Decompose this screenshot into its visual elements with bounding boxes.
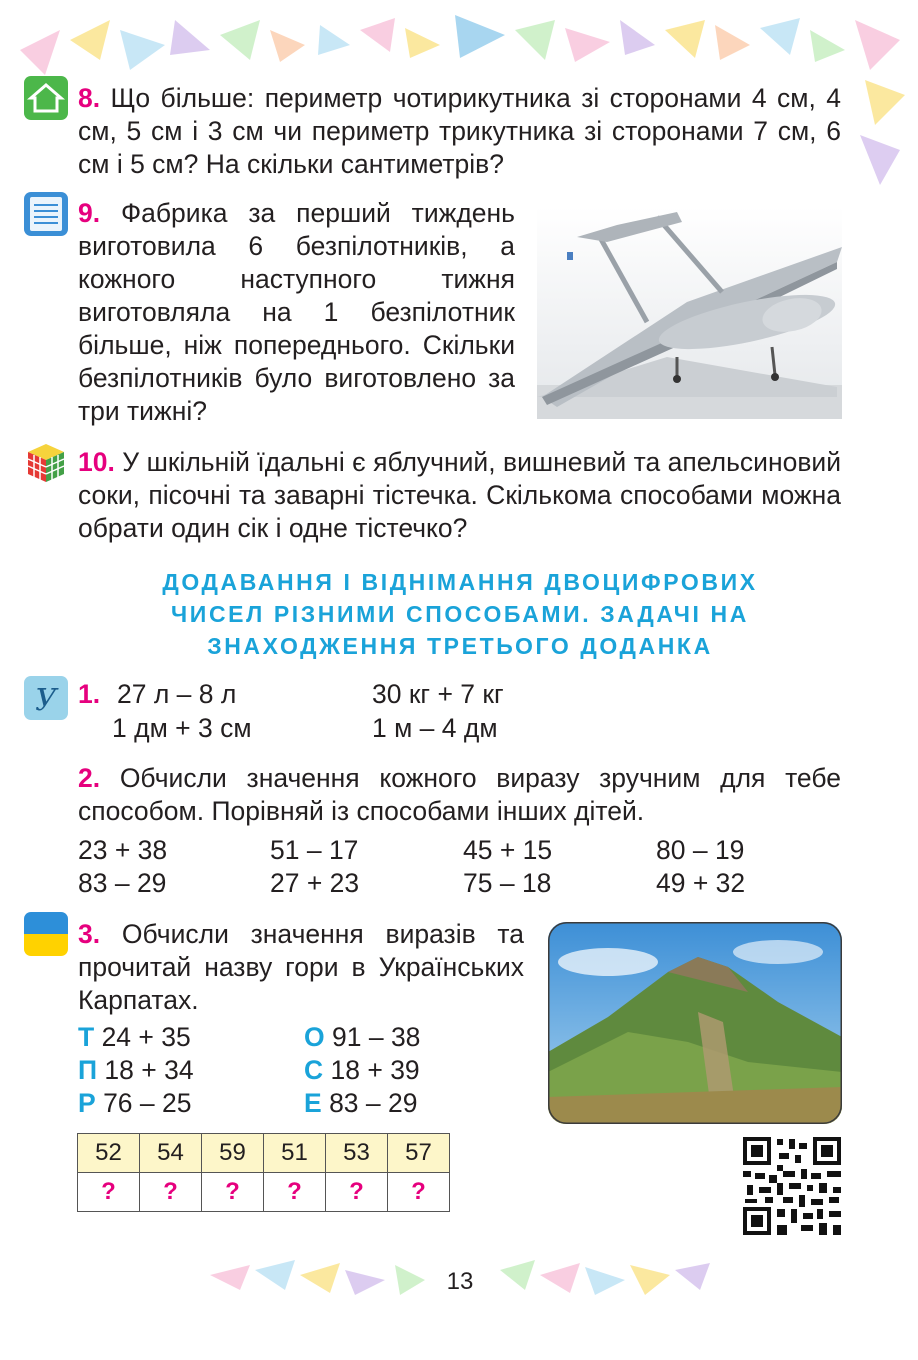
ex-2-expr: 27 + 23 xyxy=(270,868,360,898)
ex-1-expr-a: 27 л – 8 л xyxy=(117,679,237,709)
ex-2-number: 2. xyxy=(78,763,101,793)
ex-3-text: Обчисли значення виразів та прочитай назву гори в Українських Карпатах. xyxy=(78,919,524,1015)
qr-code xyxy=(743,1137,841,1235)
ex-1-expr-b: 30 кг + 7 кг xyxy=(372,679,504,709)
ex-3-number: 3. xyxy=(78,919,101,949)
task-9-number: 9. xyxy=(78,198,101,228)
blank-cell[interactable]: ? xyxy=(140,1173,202,1212)
ex-2-expr: 83 – 29 xyxy=(78,868,167,898)
drone-photo xyxy=(537,207,842,419)
task-10 xyxy=(78,446,841,545)
ex-3-item: Р 76 – 25 xyxy=(78,1088,192,1118)
mountain-photo xyxy=(548,922,842,1124)
ex-2 xyxy=(78,762,841,828)
ex-3-item: О 91 – 38 xyxy=(304,1022,421,1052)
section-heading-line-3: ЗНАХОДЖЕННЯ ТРЕТЬОГО ДОДАНКА xyxy=(207,633,713,659)
blank-cell[interactable]: ? xyxy=(264,1173,326,1212)
page-number: 13 xyxy=(446,1268,474,1295)
ex-2-text: Обчисли значення кожного виразу зручним для тебе способом. Порівняй із способами інших дітей. xyxy=(78,763,841,826)
task-9 xyxy=(78,197,515,428)
task-10-text: У шкільній їдальні є яблучний, вишневий та апельсиновий соки, пісочні та заварні тістечка. Скількома способами можна обрати один сік і одне тістечко? xyxy=(78,447,841,543)
blank-cell[interactable]: ? xyxy=(78,1173,140,1212)
ex-2-expr: 75 – 18 xyxy=(463,868,552,898)
answer-cell: 53 xyxy=(326,1134,388,1173)
ex-1-expr-d: 1 м – 4 дм xyxy=(372,713,498,743)
ex-3-item: С 18 + 39 xyxy=(304,1055,420,1085)
section-heading-line-2: ЧИСЕЛ РІЗНИМИ СПОСОБАМИ. ЗАДАЧІ НА xyxy=(171,601,749,627)
task-8-number: 8. xyxy=(78,83,101,113)
svg-text:У: У xyxy=(35,683,57,718)
blank-cell[interactable]: ? xyxy=(202,1173,264,1212)
ex-2-expressions xyxy=(78,834,838,904)
answer-row xyxy=(78,1134,450,1173)
ex-2-expr: 23 + 38 xyxy=(78,835,168,865)
answer-table xyxy=(77,1133,450,1212)
section-heading-line-1: ДОДАВАННЯ І ВІДНІМАННЯ ДВОЦИФРОВИХ xyxy=(162,569,758,595)
ex-3-item: Т 24 + 35 xyxy=(78,1022,191,1052)
blank-row xyxy=(78,1173,450,1212)
answer-cell: 57 xyxy=(388,1134,450,1173)
ex-1 xyxy=(78,678,838,748)
task-10-number: 10. xyxy=(78,447,115,477)
blank-cell[interactable]: ? xyxy=(326,1173,388,1212)
task-8-text: Що більше: периметр чотирикутника зі сторонами 4 см, 4 см, 5 см і 3 см чи периметр трикутника зі сторонами 7 см, 6 см і 5 см? На скільки сантиметрів? xyxy=(78,83,841,179)
ex-2-expr: 49 + 32 xyxy=(656,868,746,898)
notebook-icon xyxy=(24,192,68,236)
ex-3-letter-expressions xyxy=(78,1021,518,1121)
answer-cell: 51 xyxy=(264,1134,326,1173)
ex-2-expr: 80 – 19 xyxy=(656,835,745,865)
home-icon xyxy=(24,76,68,120)
rubiks-cube-icon xyxy=(24,440,68,484)
answer-cell: 59 xyxy=(202,1134,264,1173)
ex-1-expr-c: 1 дм + 3 см xyxy=(112,713,252,743)
oral-counting-icon xyxy=(24,676,68,720)
ex-2-expr: 51 – 17 xyxy=(270,835,359,865)
ex-2-expr: 45 + 15 xyxy=(463,835,553,865)
ex-3-item: П 18 + 34 xyxy=(78,1055,194,1085)
answer-cell: 52 xyxy=(78,1134,140,1173)
section-heading xyxy=(60,566,860,662)
answer-cell: 54 xyxy=(140,1134,202,1173)
ukraine-flag-icon xyxy=(24,912,68,956)
ex-3-item: Е 83 – 29 xyxy=(304,1088,418,1118)
ex-1-number: 1. xyxy=(78,679,101,709)
blank-cell[interactable]: ? xyxy=(388,1173,450,1212)
task-9-text: Фабрика за перший тиждень виготовила 6 безпілотників, а кожного наступного тижня виготовляла на 1 безпілотник більше, ніж попереднього. Скільки безпілотників було виготовлено за три тижні? xyxy=(78,198,515,426)
task-8 xyxy=(78,82,841,181)
ex-3 xyxy=(78,918,524,1017)
